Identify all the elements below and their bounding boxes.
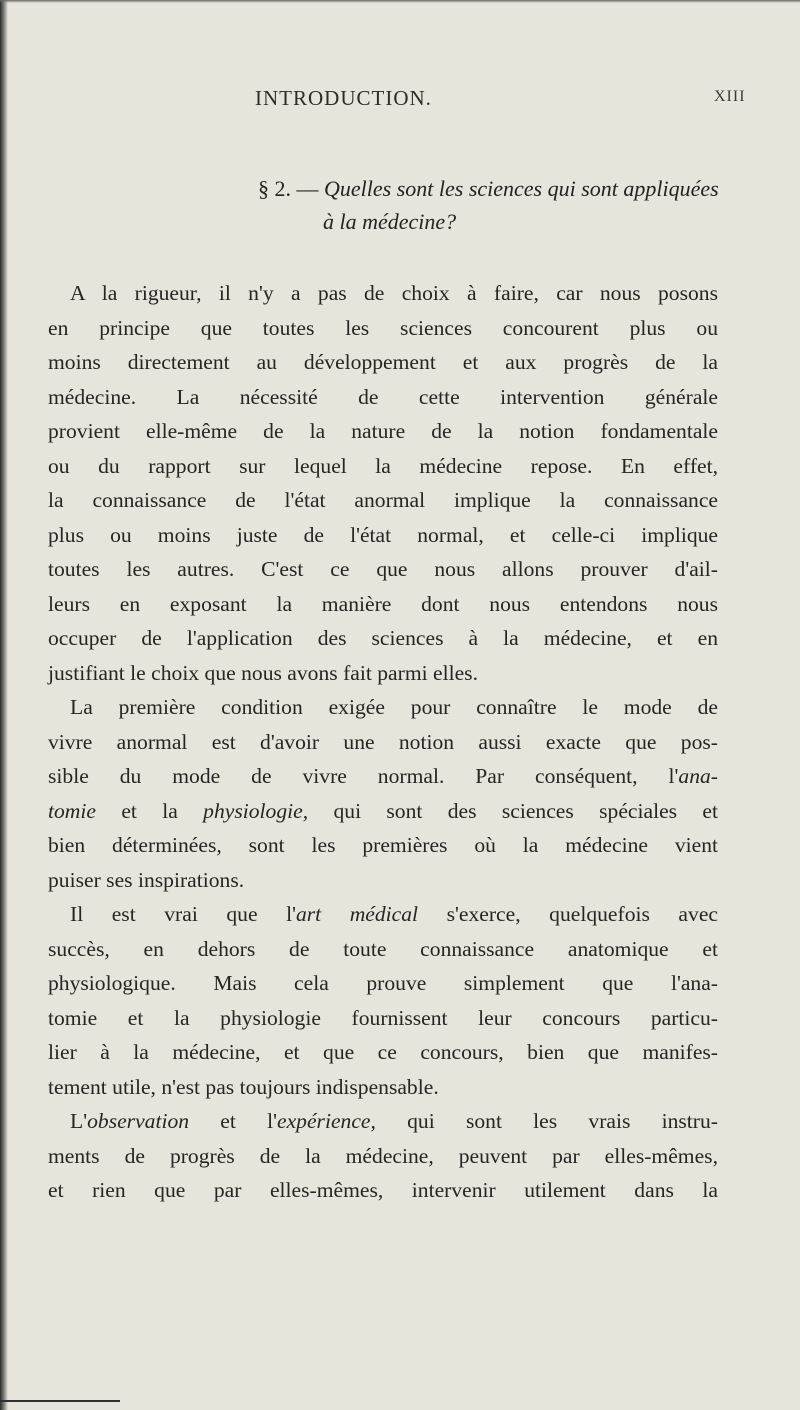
text-line: occuper de l'application des sciences à la médecine, et en <box>48 626 718 650</box>
italic-term: observation <box>87 1109 190 1133</box>
section-title-part-2: à la médecine? <box>323 209 457 234</box>
scan-corner-edge <box>0 1400 120 1402</box>
text-line <box>48 1104 718 1139</box>
text-line: tomie et la physiologie fournissent leur concours particu- <box>48 1005 718 1030</box>
section-number: § 2. — <box>258 176 324 201</box>
text-line: toutes les autres. C'est ce que nous allons prouver d'ail- <box>48 557 718 581</box>
italic-term: expérience, <box>277 1109 376 1133</box>
page-number: XIII <box>714 88 746 105</box>
text-line: La première condition exigée pour connaître le mode de <box>70 695 718 719</box>
binding-shadow <box>0 0 8 1410</box>
text-line: vivre anormal est d'avoir une notion aussi exacte que pos- <box>48 729 718 754</box>
section-title-part-1: Quelles sont les sciences qui sont appliquées <box>324 176 719 201</box>
body-text <box>48 276 718 1208</box>
page-top-edge <box>0 0 800 3</box>
text-line: physiologique. Mais cela prouve simplement que l'ana- <box>48 971 718 995</box>
text-line <box>48 897 718 932</box>
text-run: et l' <box>189 1109 277 1133</box>
paragraph-4 <box>48 1104 718 1208</box>
text-line <box>48 759 718 794</box>
text-line: médecine. La nécessité de cette intervention générale <box>48 384 718 409</box>
text-run: qui sont les vrais instru- <box>375 1109 718 1133</box>
italic-term: art médical <box>295 902 419 926</box>
italic-term: ana- <box>678 764 718 788</box>
text-line: provient elle-même de la nature de la notion fondamentale <box>48 419 718 443</box>
text-line: ou du rapport sur lequel la médecine repose. En effet, <box>48 453 718 478</box>
running-title: INTRODUCTION. <box>255 86 432 110</box>
text-line <box>48 794 718 829</box>
text-line: justifiant le choix que nous avons fait parmi elles. <box>48 660 478 685</box>
paragraph-2 <box>48 690 718 897</box>
text-line: moins directement au développement et aux progrès de la <box>48 350 718 374</box>
text-line: leurs en exposant la manière dont nous entendons nous <box>48 591 718 616</box>
italic-term: physiologie, <box>203 798 309 823</box>
text-line: puiser ses inspirations. <box>48 867 245 892</box>
text-run: s'exerce, quelquefois avec <box>418 902 718 926</box>
page-header <box>0 86 800 116</box>
italic-term: tomie <box>48 798 96 823</box>
text-run: L' <box>70 1109 88 1133</box>
text-line: en principe que toutes les sciences concourent plus ou <box>48 315 718 340</box>
text-run: Il est vrai que l' <box>70 902 296 926</box>
paragraph-1 <box>48 276 718 690</box>
text-line: bien déterminées, sont les premières où la médecine vient <box>48 833 718 857</box>
text-line: tement utile, n'est pas toujours indispensable. <box>48 1074 439 1099</box>
text-line: A la rigueur, il n'y a pas de choix à faire, car nous posons <box>70 281 718 305</box>
text-run: sible du mode de vivre normal. Par conséquent, l' <box>48 764 679 788</box>
text-line: la connaissance de l'état anormal implique la connaissance <box>48 488 718 512</box>
text-line: et rien que par elles-mêmes, intervenir utilement dans la <box>48 1178 718 1202</box>
text-run: et la <box>95 798 204 823</box>
text-line: lier à la médecine, et que ce concours, bien que manifes- <box>48 1040 718 1064</box>
section-heading-line-1 <box>258 176 719 202</box>
text-run: qui sont des sciences spéciales et <box>308 798 718 823</box>
paragraph-3 <box>48 897 718 1104</box>
text-line: ments de progrès de la médecine, peuvent par elles-mêmes, <box>48 1143 718 1168</box>
text-line: succès, en dehors de toute connaissance anatomique et <box>48 936 718 961</box>
text-line: plus ou moins juste de l'état normal, et celle-ci implique <box>48 522 718 547</box>
